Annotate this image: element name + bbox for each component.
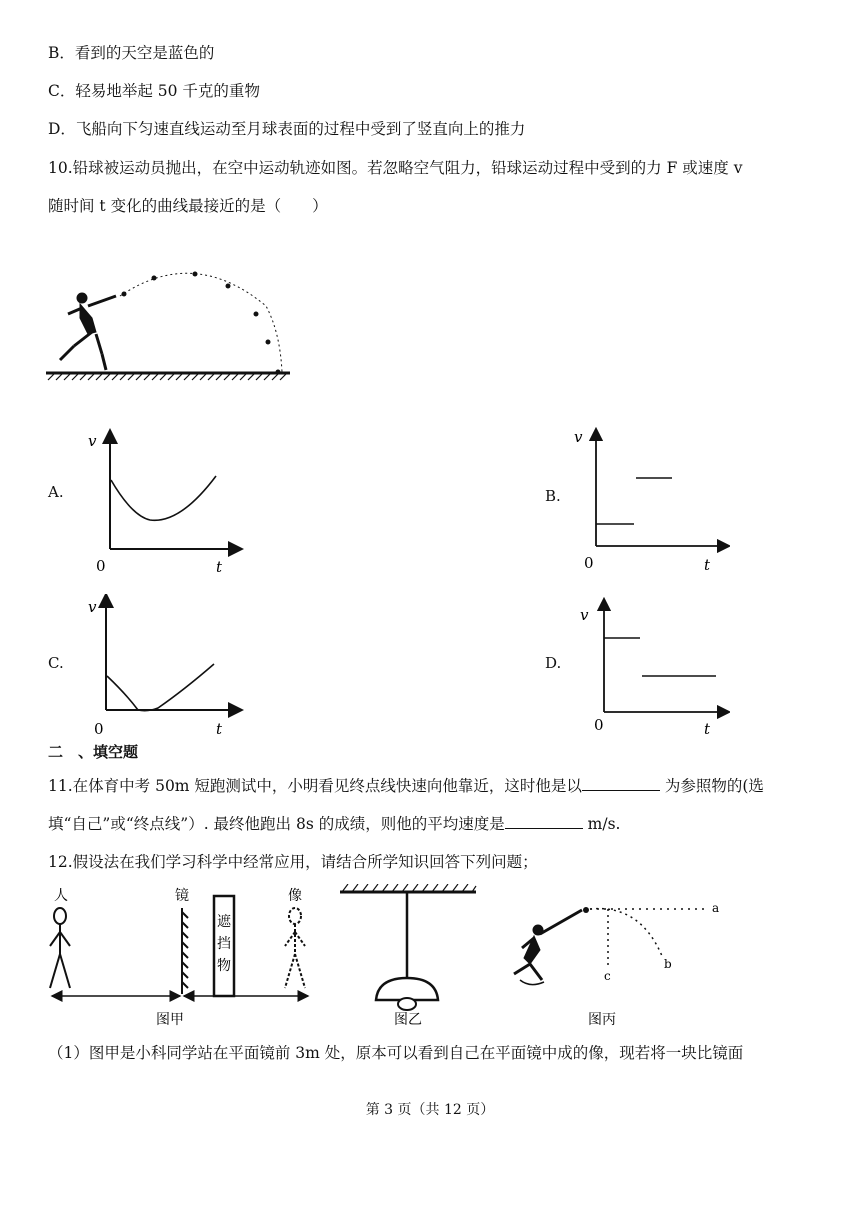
x-axis-label-t: t [704,720,711,738]
ground-hatching [46,373,290,380]
path-c-label: c [604,969,611,983]
virtual-image-figure [285,908,305,988]
x-axis-label-t: t [216,720,223,738]
q12-sub1: （1）图甲是小科同学站在平面镜前 3m 处，原本可以看到自己在平面镜中成的像，现若将一块比镜面 [48,1044,744,1062]
athlete-figure [60,293,116,370]
shot-put-trajectory-figure [44,258,294,383]
shot-ball [583,907,589,913]
trajectory-curve [120,273,282,372]
blocker-char-1: 遮 [217,914,231,930]
q9-option-c: C．轻易地举起 50 千克的重物 [48,82,260,100]
q11-text-c: 填“自己”或“终点线”）. 最终他跑出 8s 的成绩，则他的平均速度是 [48,815,505,833]
origin-label: 0 [94,720,104,738]
path-b-label: b [664,957,672,971]
q10-option-a-graph [84,428,244,576]
figure-yi-caption: 图乙 [394,1012,422,1028]
origin-label: 0 [96,557,106,575]
trajectory-dots [122,272,281,375]
athlete-figure [514,910,582,985]
section-title-fill-in: 二 、填空题 [48,743,139,761]
person-figure [50,908,70,988]
q10-option-d-label: D. [545,654,562,672]
q11-blank-1[interactable] [582,776,660,791]
path-b [590,909,662,956]
y-axis-label-v: v [88,598,97,616]
blocker-char-3: 物 [217,958,231,974]
q11-blank-2[interactable] [505,814,583,829]
x-axis-label-t: t [704,556,711,574]
path-a-label: a [712,901,720,915]
origin-label: 0 [594,716,604,734]
q11-line1 [48,775,764,797]
q10-option-b-label: B. [545,487,561,505]
ceiling-hatching [340,884,476,892]
blocker-char-2: 挡 [217,936,231,952]
lamp-bulb [398,998,416,1010]
y-axis-label-v: v [580,606,589,624]
page-footer: 第 3 页（共 12 页） [365,1102,495,1118]
figure-bing-caption: 图丙 [588,1012,616,1028]
figure-bing-shotput [500,884,730,1030]
q10-option-c-graph [84,594,244,742]
q10-option-d-graph [570,594,730,742]
figure-yi-lamp [334,884,484,1030]
q11-text-d: m/s. [587,815,621,833]
origin-label: 0 [584,554,594,572]
q9-option-d: D．飞船向下匀速直线运动至月球表面的过程中受到了竖直向上的推力 [48,120,526,138]
person-label: 人 [54,888,68,904]
mirror-label: 镜 [175,888,189,904]
image-label: 像 [288,888,302,904]
y-axis-label-v: v [88,432,97,450]
q10-option-b-graph [570,424,730,574]
q11-line2 [48,813,620,835]
q10-option-c-label: C. [48,654,64,672]
q10-stem-line1: 10.铅球被运动员抛出，在空中运动轨迹如图。若忽略空气阻力，铅球运动过程中受到的力 F 或速度 v [48,159,743,177]
lamp-shade [376,978,438,1000]
q11-text-a: 11.在体育中考 50m 短跑测试中，小明看见终点线快速向他靠近，这时他是以 [48,777,582,795]
figure-jia-mirror [42,884,314,1030]
figure-jia-caption: 图甲 [156,1012,184,1028]
velocity-curve [111,476,216,520]
q9-option-b: B．看到的天空是蓝色的 [48,44,215,62]
velocity-curve [107,664,214,711]
q12-stem: 12.假设法在我们学习科学中经常应用，请结合所学知识回答下列问题； [48,853,538,871]
q11-text-b: 为参照物的(选 [664,777,764,795]
x-axis-label-t: t [216,558,223,576]
q10-option-a-label: A. [48,483,64,501]
mirror-figure [182,908,188,994]
y-axis-label-v: v [574,428,583,446]
q10-stem-line2: 随时间 t 变化的曲线最接近的是（ ） [48,197,328,215]
